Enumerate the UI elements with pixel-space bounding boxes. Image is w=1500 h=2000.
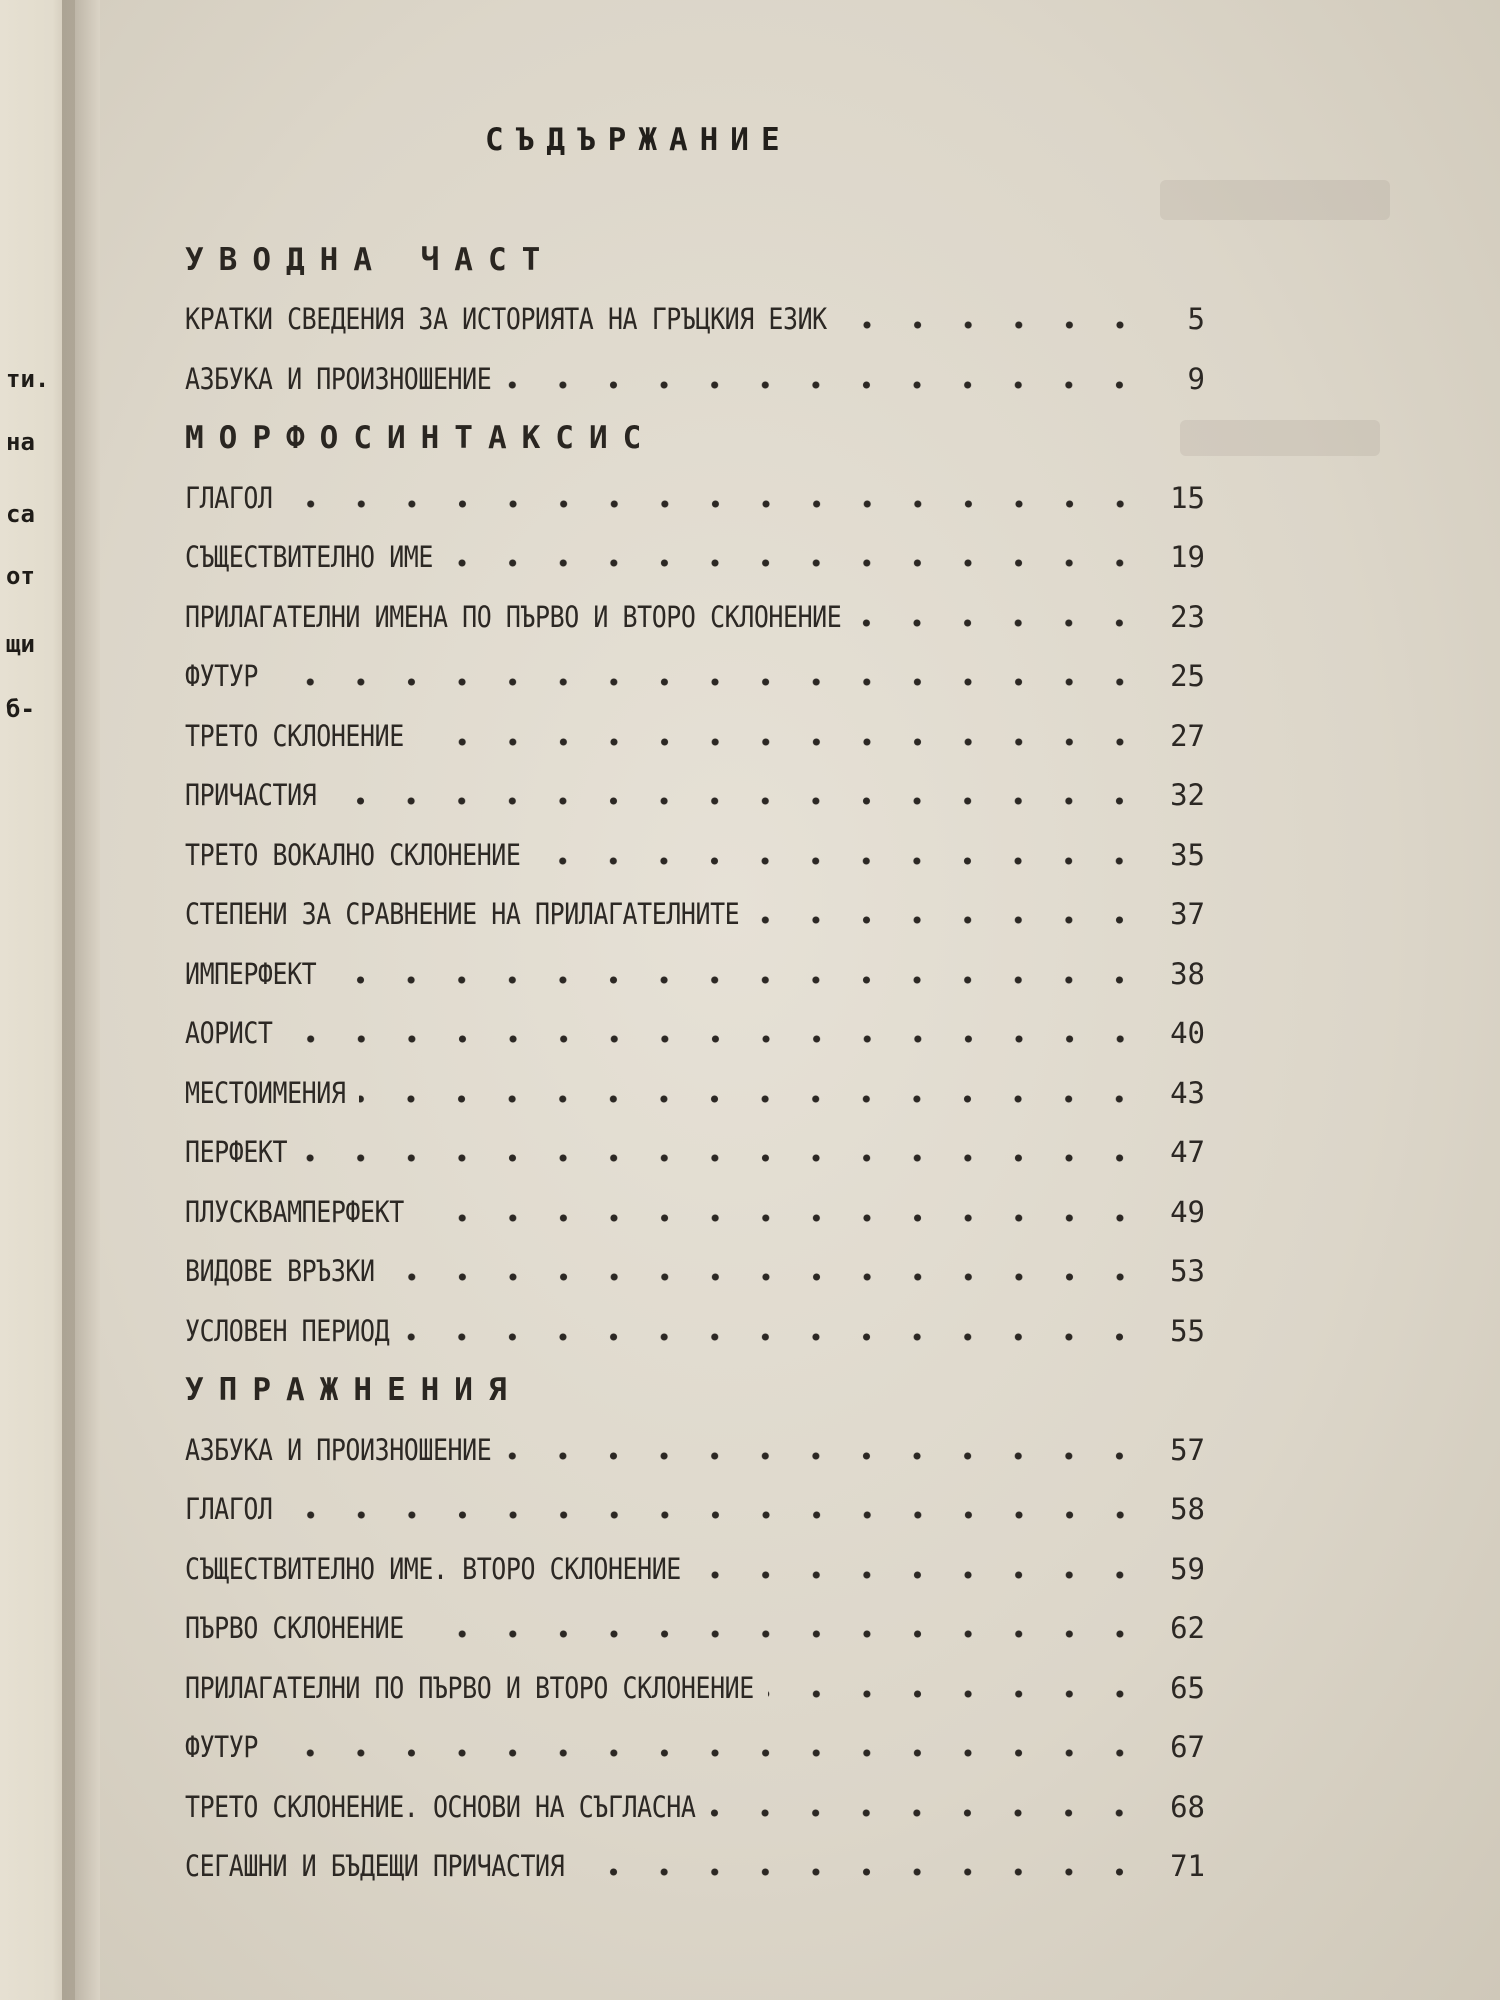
dot-leader (534, 857, 1145, 865)
toc-entry (185, 349, 1205, 409)
dot-leader (330, 976, 1145, 984)
toc-entry-title: ПРИЛАГАТЕЛНИ ИМЕНА ПО ПЪРВО И ВТОРО СКЛОНЕНИЕ (185, 599, 842, 634)
toc-page-number: 9 (1187, 361, 1205, 396)
toc-page-number: 23 (1170, 599, 1205, 634)
toc-entry-title: СТЕПЕНИ ЗА СРАВНЕНИЕ НА ПРИЛАГАТЕЛНИТЕ (185, 897, 740, 932)
toc-page-number: 59 (1170, 1551, 1205, 1586)
toc-entry (185, 885, 1205, 945)
toc-entry (185, 766, 1205, 826)
book-gutter (62, 0, 102, 2000)
ink-smudge (1160, 180, 1390, 220)
toc-entry-title: СЕГАШНИ И БЪДЕЩИ ПРИЧАСТИЯ (185, 1849, 565, 1884)
dot-leader (447, 559, 1145, 567)
toc-entry (185, 1718, 1205, 1778)
toc-section-heading (185, 409, 1205, 469)
toc-section-heading (185, 230, 1205, 290)
toc-entry (185, 1301, 1205, 1361)
toc-entry-title: ТРЕТО СКЛОНЕНИЕ (185, 718, 404, 753)
toc-entry (185, 706, 1205, 766)
toc-entry-title: МЕСТОИМЕНИЯ (185, 1075, 346, 1110)
toc-entry-title: КРАТКИ СВЕДЕНИЯ ЗА ИСТОРИЯТА НА ГРЪЦКИЯ ЕЗИК (185, 302, 827, 337)
toc-page-number: 47 (1170, 1135, 1205, 1170)
toc-entry (185, 290, 1205, 350)
page-title: СЪДЪРЖАНИЕ (485, 122, 792, 158)
toc-entry-title: ТРЕТО СКЛОНЕНИЕ. ОСНОВИ НА СЪГЛАСНА (185, 1789, 696, 1824)
toc-entry-title: ВИДОВЕ ВРЪЗКИ (185, 1254, 375, 1289)
section-heading-label: МОРФОСИНТАКСИС (185, 420, 657, 457)
toc-page-number: 5 (1187, 302, 1205, 337)
left-page-text-fragment: ти. (6, 365, 50, 393)
toc-page-number: 55 (1170, 1313, 1205, 1348)
toc-entry-title: АЗБУКА И ПРОИЗНОШЕНИЕ (185, 1432, 492, 1467)
left-page-text-fragment: от (6, 562, 35, 590)
toc-entry (185, 1420, 1205, 1480)
toc-entry (185, 1837, 1205, 1897)
toc-page-number: 40 (1170, 1016, 1205, 1051)
toc-page-number: 68 (1170, 1789, 1205, 1824)
toc-page-number: 32 (1170, 778, 1205, 813)
dot-leader (505, 381, 1145, 389)
dot-leader (578, 1868, 1145, 1876)
toc-entry (185, 1599, 1205, 1659)
toc-page-number: 49 (1170, 1194, 1205, 1229)
toc-entry-title: ПЪРВО СКЛОНЕНИЕ (185, 1611, 404, 1646)
dot-leader (505, 1452, 1145, 1460)
toc-entry (185, 1123, 1205, 1183)
left-page-text-fragment: са (6, 500, 35, 528)
toc-entry-title: ПЛУСКВАМПЕРФЕКТ (185, 1194, 404, 1229)
toc-page-number: 65 (1170, 1670, 1205, 1705)
toc-page-number: 67 (1170, 1730, 1205, 1765)
toc-entry-title: ГЛАГОЛ (185, 1492, 273, 1527)
toc-page-number: 15 (1170, 480, 1205, 515)
dot-leader (418, 1214, 1145, 1222)
toc-entry (185, 1777, 1205, 1837)
toc-page-number: 38 (1170, 956, 1205, 991)
left-page-text-fragment: на (6, 428, 35, 456)
toc-entry (185, 1480, 1205, 1540)
toc-page-number: 53 (1170, 1254, 1205, 1289)
toc-page-number: 19 (1170, 540, 1205, 575)
toc-entry-title: АЗБУКА И ПРОИЗНОШЕНИЕ (185, 361, 492, 396)
toc-page-number: 43 (1170, 1075, 1205, 1110)
toc-entry-title: ФУТУР (185, 659, 258, 694)
dot-leader (272, 678, 1145, 686)
toc-page-number: 58 (1170, 1492, 1205, 1527)
toc-page-number: 37 (1170, 897, 1205, 932)
toc-page-number: 57 (1170, 1432, 1205, 1467)
dot-leader (330, 797, 1145, 805)
dot-leader (301, 1154, 1145, 1162)
toc-entry (185, 587, 1205, 647)
toc-entry-title: АОРИСТ (185, 1016, 273, 1051)
toc-entry (185, 468, 1205, 528)
toc-list (185, 230, 1205, 1896)
dot-leader (287, 500, 1145, 508)
ink-smudge (1180, 420, 1380, 456)
dot-leader (287, 1511, 1145, 1519)
toc-entry (185, 944, 1205, 1004)
toc-page-number: 27 (1170, 718, 1205, 753)
dot-leader (287, 1035, 1145, 1043)
toc-section-heading (185, 1361, 1205, 1421)
dot-leader (272, 1749, 1145, 1757)
dot-leader (418, 1630, 1145, 1638)
left-page-text-fragment: щи (6, 630, 35, 658)
toc-entry (185, 1063, 1205, 1123)
section-heading-label: УПРАЖНЕНИЯ (185, 1372, 522, 1409)
toc-entry-title: СЪЩЕСТВИТЕЛНО ИМЕ. ВТОРО СКЛОНЕНИЕ (185, 1551, 681, 1586)
toc-page-number: 25 (1170, 659, 1205, 694)
toc-entry (185, 1182, 1205, 1242)
dot-leader (418, 738, 1145, 746)
dot-leader (403, 1333, 1145, 1341)
toc-page-number: 62 (1170, 1611, 1205, 1646)
dot-leader (855, 619, 1145, 627)
left-page-text-fragment: б- (6, 695, 35, 723)
toc-entry-title: ГЛАГОЛ (185, 480, 273, 515)
toc-page-number: 71 (1170, 1849, 1205, 1884)
toc-entry (185, 825, 1205, 885)
toc-entry-title: ПЕРФЕКТ (185, 1135, 288, 1170)
toc-entry (185, 647, 1205, 707)
dot-leader (841, 321, 1145, 329)
dot-leader (768, 1690, 1145, 1698)
dot-leader (389, 1273, 1145, 1281)
toc-entry (185, 1658, 1205, 1718)
toc-entry (185, 1242, 1205, 1302)
toc-entry (185, 1004, 1205, 1064)
toc-entry-title: ПРИЛАГАТЕЛНИ ПО ПЪРВО И ВТОРО СКЛОНЕНИЕ (185, 1670, 754, 1705)
dot-leader (709, 1809, 1145, 1817)
toc-entry-title: ФУТУР (185, 1730, 258, 1765)
toc-entry-title: ПРИЧАСТИЯ (185, 778, 317, 813)
toc-page-number: 35 (1170, 837, 1205, 872)
section-heading-label: УВОДНА ЧАСТ (185, 241, 556, 278)
dot-leader (695, 1571, 1145, 1579)
toc-entry-title: ИМПЕРФЕКТ (185, 956, 317, 991)
dot-leader (359, 1095, 1145, 1103)
toc-entry-title: ТРЕТО ВОКАЛНО СКЛОНЕНИЕ (185, 837, 521, 872)
toc-entry-title: УСЛОВЕН ПЕРИОД (185, 1313, 390, 1348)
toc-entry (185, 1539, 1205, 1599)
dot-leader (753, 916, 1145, 924)
toc-entry (185, 528, 1205, 588)
toc-entry-title: СЪЩЕСТВИТЕЛНО ИМЕ (185, 540, 433, 575)
